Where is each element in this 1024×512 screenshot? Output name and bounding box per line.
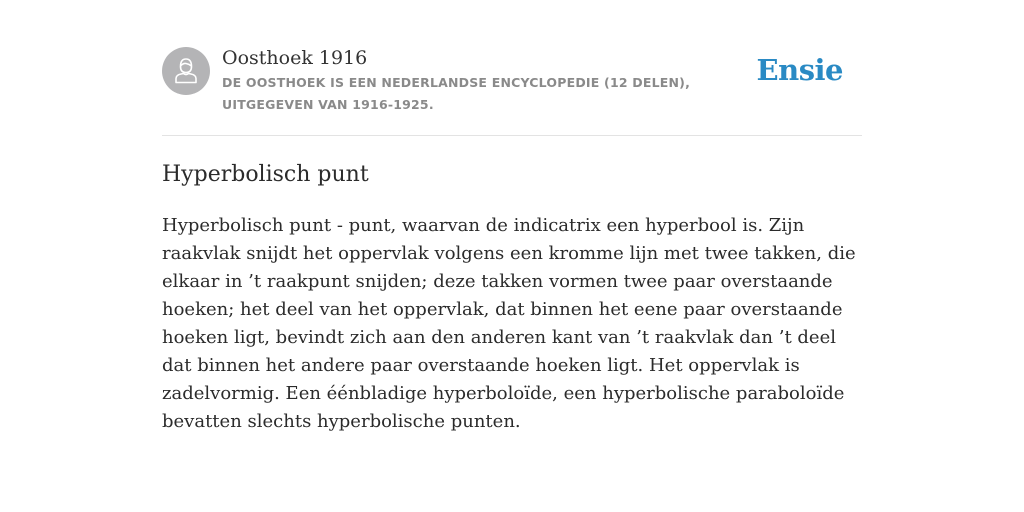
header-divider (162, 135, 862, 136)
user-icon (162, 47, 210, 95)
source-header (162, 44, 862, 136)
source-avatar[interactable] (162, 47, 210, 95)
article-body: Hyperbolisch punt - punt, waarvan de indicatrix een hyperbool is. Zijn raakvlak snijdt het oppervlak volgens een kromme lijn met twee takken, die elkaar in ’t raakpunt snijden; deze takken vormen twee paar overstaande hoeken; het deel van het oppervlak, dat binnen het eene paar overstaande hoeken ligt, bevindt zich aan den anderen kant van ’t raakvlak dan ’t deel dat binnen het andere paar overstaande hoeken ligt. Het oppervlak is zadelvormig. Een éénbladige hyperboloïde, een hyperbolische paraboloïde bevatten slechts hyperbolische punten. (162, 215, 856, 432)
brand-logo[interactable]: Ensie (756, 53, 843, 87)
article-title: Hyperbolisch punt (162, 162, 369, 187)
source-description: DE OOSTHOEK IS EEN NEDERLANDSE ENCYCLOPEDIE (12 DELEN), UITGEGEVEN VAN 1916-1925. (222, 75, 691, 112)
source-title[interactable]: Oosthoek 1916 (222, 47, 368, 69)
